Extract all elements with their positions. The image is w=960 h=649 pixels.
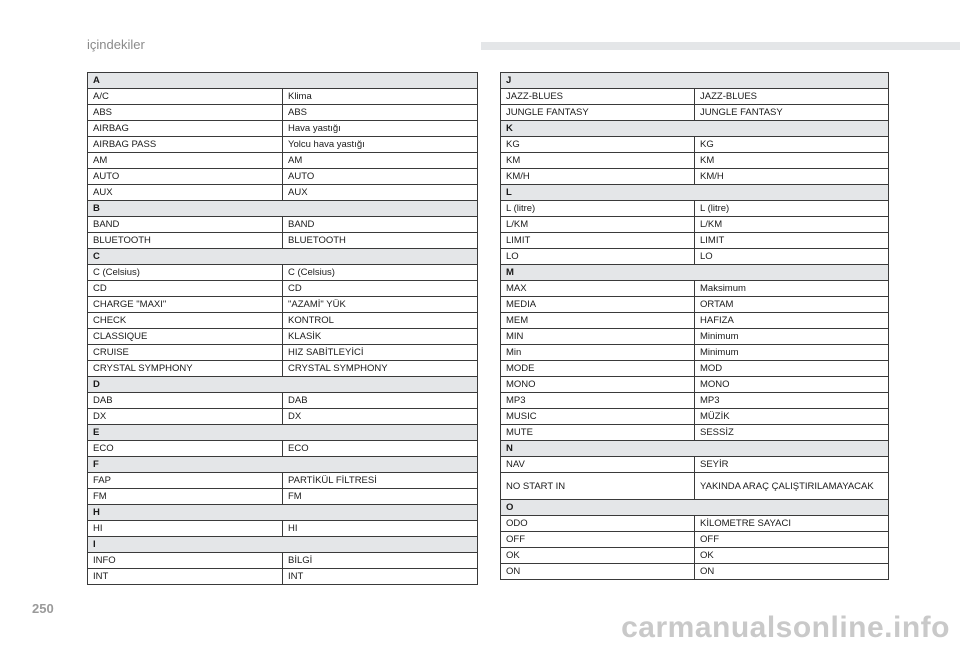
term-cell: MUTE: [501, 425, 695, 441]
translation-cell: HI: [283, 521, 478, 537]
letter-heading-row: [88, 505, 478, 521]
term-cell: MIN: [501, 329, 695, 345]
glossary-row: [501, 137, 889, 153]
letter-heading-row: [501, 265, 889, 281]
term-cell: ON: [501, 564, 695, 580]
glossary-row: [88, 361, 478, 377]
translation-cell: Hava yastığı: [283, 121, 478, 137]
term-cell: ABS: [88, 105, 283, 121]
translation-cell: BLUETOOTH: [283, 233, 478, 249]
translation-cell: "AZAMİ" YÜK: [283, 297, 478, 313]
term-cell: AUTO: [88, 169, 283, 185]
letter-heading-row: [501, 441, 889, 457]
term-cell: JAZZ-BLUES: [501, 89, 695, 105]
term-cell: AIRBAG PASS: [88, 137, 283, 153]
glossary-row: [88, 489, 478, 505]
term-cell: ODO: [501, 516, 695, 532]
translation-cell: MÜZİK: [695, 409, 889, 425]
term-cell: CLASSIQUE: [88, 329, 283, 345]
glossary-row: [88, 345, 478, 361]
letter-heading-row: [88, 201, 478, 217]
translation-cell: DX: [283, 409, 478, 425]
term-cell: AUX: [88, 185, 283, 201]
translation-cell: OK: [695, 548, 889, 564]
glossary-row: [501, 281, 889, 297]
term-cell: KM/H: [501, 169, 695, 185]
translation-cell: ORTAM: [695, 297, 889, 313]
translation-cell: HIZ SABİTLEYİCİ: [283, 345, 478, 361]
term-cell: DAB: [88, 393, 283, 409]
glossary-row: [501, 249, 889, 265]
term-cell: KM: [501, 153, 695, 169]
letter-heading-row: [501, 121, 889, 137]
translation-cell: L (litre): [695, 201, 889, 217]
translation-cell: KİLOMETRE SAYACI: [695, 516, 889, 532]
letter-heading: M: [501, 265, 889, 281]
term-cell: MEDIA: [501, 297, 695, 313]
letter-heading: A: [88, 73, 478, 89]
glossary-row: [501, 516, 889, 532]
term-cell: CRUISE: [88, 345, 283, 361]
glossary-row: [88, 121, 478, 137]
glossary-row: [501, 425, 889, 441]
term-cell: NO START IN: [501, 473, 695, 500]
translation-cell: FM: [283, 489, 478, 505]
glossary-row: [501, 377, 889, 393]
glossary-row: [88, 169, 478, 185]
letter-heading-row: [501, 185, 889, 201]
term-cell: OK: [501, 548, 695, 564]
translation-cell: MP3: [695, 393, 889, 409]
glossary-row: [501, 313, 889, 329]
term-cell: L/KM: [501, 217, 695, 233]
glossary-row: [88, 105, 478, 121]
letter-heading: C: [88, 249, 478, 265]
translation-cell: KM: [695, 153, 889, 169]
glossary-row: [501, 105, 889, 121]
glossary-row: [88, 89, 478, 105]
glossary-row: [88, 473, 478, 489]
translation-cell: L/KM: [695, 217, 889, 233]
glossary-row: [501, 217, 889, 233]
term-cell: KG: [501, 137, 695, 153]
term-cell: AIRBAG: [88, 121, 283, 137]
term-cell: JUNGLE FANTASY: [501, 105, 695, 121]
term-cell: MUSIC: [501, 409, 695, 425]
letter-heading-row: [88, 73, 478, 89]
glossary-row: [501, 153, 889, 169]
glossary-row: [88, 569, 478, 585]
letter-heading: L: [501, 185, 889, 201]
term-cell: FM: [88, 489, 283, 505]
translation-cell: HAFIZA: [695, 313, 889, 329]
glossary-row: [88, 153, 478, 169]
term-cell: BAND: [88, 217, 283, 233]
translation-cell: KG: [695, 137, 889, 153]
translation-cell: JUNGLE FANTASY: [695, 105, 889, 121]
letter-heading-row: [88, 249, 478, 265]
translation-cell: SEYİR: [695, 457, 889, 473]
translation-cell: SESSİZ: [695, 425, 889, 441]
translation-cell: LO: [695, 249, 889, 265]
glossary-table-left: [87, 72, 478, 585]
letter-heading: J: [501, 73, 889, 89]
glossary-row: [501, 473, 889, 500]
term-cell: MP3: [501, 393, 695, 409]
term-cell: NAV: [501, 457, 695, 473]
translation-cell: LIMIT: [695, 233, 889, 249]
glossary-row: [88, 281, 478, 297]
term-cell: MAX: [501, 281, 695, 297]
glossary-row: [88, 217, 478, 233]
translation-cell: BAND: [283, 217, 478, 233]
term-cell: A/C: [88, 89, 283, 105]
term-cell: L (litre): [501, 201, 695, 217]
glossary-row: [501, 409, 889, 425]
term-cell: Min: [501, 345, 695, 361]
translation-cell: KONTROL: [283, 313, 478, 329]
term-cell: CRYSTAL SYMPHONY: [88, 361, 283, 377]
glossary-row: [501, 233, 889, 249]
term-cell: OFF: [501, 532, 695, 548]
letter-heading-row: [88, 457, 478, 473]
page-number: 250: [32, 601, 54, 616]
translation-cell: MONO: [695, 377, 889, 393]
term-cell: CHECK: [88, 313, 283, 329]
glossary-row: [501, 393, 889, 409]
glossary-row: [501, 532, 889, 548]
translation-cell: KLASİK: [283, 329, 478, 345]
translation-cell: BİLGİ: [283, 553, 478, 569]
translation-cell: AUTO: [283, 169, 478, 185]
glossary-row: [501, 169, 889, 185]
translation-cell: Minimum: [695, 345, 889, 361]
glossary-row: [88, 393, 478, 409]
letter-heading: F: [88, 457, 478, 473]
translation-cell: C (Celsius): [283, 265, 478, 281]
glossary-row: [88, 265, 478, 281]
glossary-row: [88, 297, 478, 313]
translation-cell: AM: [283, 153, 478, 169]
translation-cell: Klima: [283, 89, 478, 105]
header-bar: [481, 42, 960, 50]
translation-cell: CD: [283, 281, 478, 297]
letter-heading: H: [88, 505, 478, 521]
glossary-row: [501, 297, 889, 313]
translation-cell: INT: [283, 569, 478, 585]
term-cell: MONO: [501, 377, 695, 393]
glossary-row: [501, 345, 889, 361]
glossary-row: [501, 361, 889, 377]
glossary-row: [88, 313, 478, 329]
translation-cell: YAKINDA ARAÇ ÇALIŞTIRILAMAYACAK: [695, 473, 889, 500]
letter-heading-row: [501, 500, 889, 516]
glossary-row: [88, 137, 478, 153]
term-cell: MODE: [501, 361, 695, 377]
translation-cell: ECO: [283, 441, 478, 457]
letter-heading: B: [88, 201, 478, 217]
letter-heading-row: [501, 73, 889, 89]
glossary-row: [501, 89, 889, 105]
translation-cell: Minimum: [695, 329, 889, 345]
letter-heading-row: [88, 377, 478, 393]
letter-heading-row: [88, 537, 478, 553]
letter-heading: O: [501, 500, 889, 516]
glossary-row: [88, 553, 478, 569]
term-cell: ECO: [88, 441, 283, 457]
term-cell: CHARGE "MAXI": [88, 297, 283, 313]
term-cell: HI: [88, 521, 283, 537]
translation-cell: Maksimum: [695, 281, 889, 297]
term-cell: DX: [88, 409, 283, 425]
letter-heading: E: [88, 425, 478, 441]
translation-cell: CRYSTAL SYMPHONY: [283, 361, 478, 377]
translation-cell: AUX: [283, 185, 478, 201]
term-cell: FAP: [88, 473, 283, 489]
translation-cell: JAZZ-BLUES: [695, 89, 889, 105]
letter-heading: D: [88, 377, 478, 393]
translation-cell: ABS: [283, 105, 478, 121]
letter-heading: N: [501, 441, 889, 457]
term-cell: C (Celsius): [88, 265, 283, 281]
section-title: içindekiler: [87, 37, 145, 52]
term-cell: INFO: [88, 553, 283, 569]
letter-heading: K: [501, 121, 889, 137]
glossary-row: [501, 564, 889, 580]
glossary-row: [88, 409, 478, 425]
glossary-row: [88, 521, 478, 537]
term-cell: INT: [88, 569, 283, 585]
letter-heading: I: [88, 537, 478, 553]
glossary-row: [88, 441, 478, 457]
translation-cell: PARTİKÜL FİLTRESİ: [283, 473, 478, 489]
translation-cell: KM/H: [695, 169, 889, 185]
glossary-row: [501, 548, 889, 564]
glossary-row: [501, 201, 889, 217]
watermark: carmanualsonline.info: [621, 611, 950, 644]
glossary-table-right: [500, 72, 889, 580]
term-cell: CD: [88, 281, 283, 297]
term-cell: LO: [501, 249, 695, 265]
translation-cell: Yolcu hava yastığı: [283, 137, 478, 153]
glossary-row: [501, 457, 889, 473]
translation-cell: OFF: [695, 532, 889, 548]
term-cell: MEM: [501, 313, 695, 329]
term-cell: LIMIT: [501, 233, 695, 249]
glossary-row: [88, 233, 478, 249]
letter-heading-row: [88, 425, 478, 441]
translation-cell: ON: [695, 564, 889, 580]
glossary-row: [88, 185, 478, 201]
glossary-row: [501, 329, 889, 345]
translation-cell: DAB: [283, 393, 478, 409]
term-cell: AM: [88, 153, 283, 169]
glossary-row: [88, 329, 478, 345]
term-cell: BLUETOOTH: [88, 233, 283, 249]
translation-cell: MOD: [695, 361, 889, 377]
